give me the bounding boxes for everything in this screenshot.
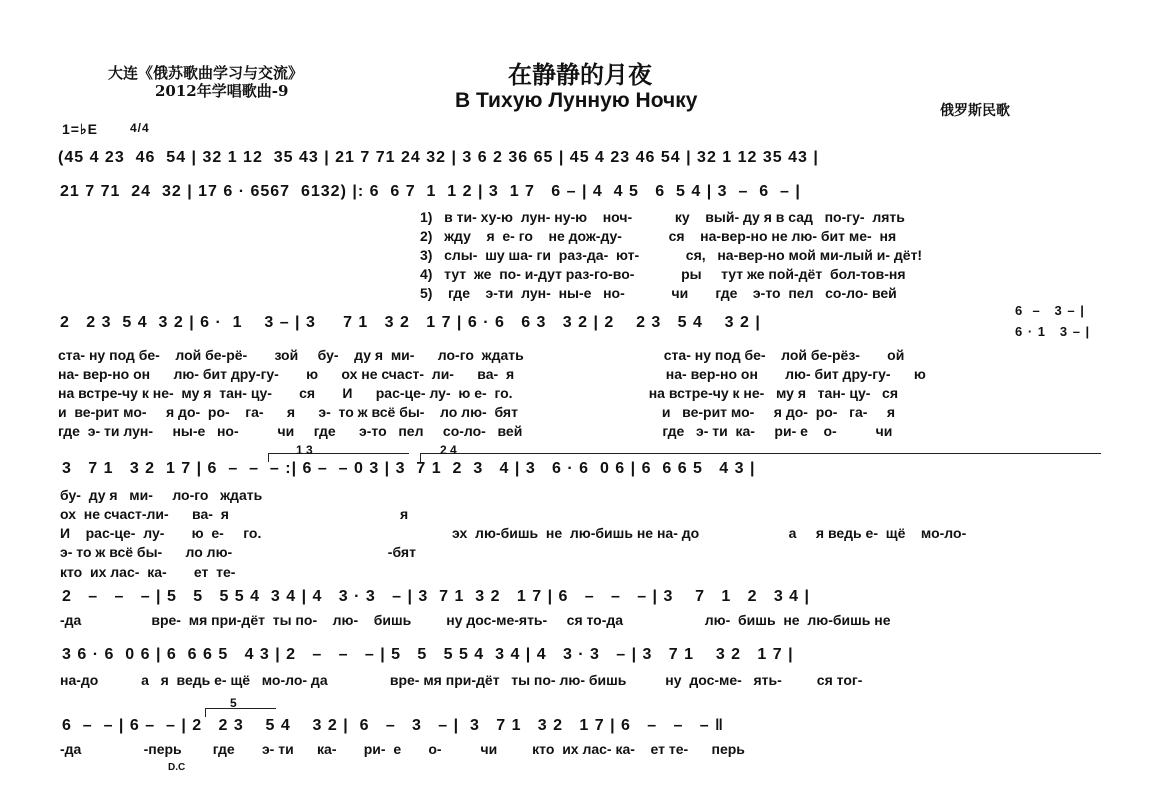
time-signature: 4/4 — [130, 121, 150, 135]
lyric-line: э- то ж всё бы- ло лю- -бят — [60, 544, 416, 560]
lyric-line: -да вре- мя при-дёт ты по- лю- бишь ну дос-ме-ять- ся то-да лю- бишь не лю-бишь не — [60, 612, 891, 628]
lyric-line: бу- ду я ми- ло-го ждать — [60, 487, 263, 503]
title-chinese: 在静静的月夜 — [508, 60, 652, 89]
lyric-line: -да -перь где э- ти ка- ри- е о- чи кто их лас- ка- ет те- перь — [60, 741, 745, 757]
key-signature: 1=♭E — [62, 121, 98, 137]
lyric-line: 1) в ти- ху-ю лун- ну-ю ноч- ку вый- ду я в сад по-гу- лять — [420, 209, 905, 225]
lyric-line: на- вер-но он лю- бит дру-гу- ю ох не счаст- ли- ва- я на- вер-но он лю- бит дру-гу- ю — [58, 366, 926, 382]
volta-bracket-5 — [205, 708, 276, 717]
notation-row-1: (45 4 23 46 54 | 32 1 12 35 43 | 21 7 71 24 32 | 3 6 2 36 65 | 45 4 23 46 54 | 32 1 12 35 43 | — [58, 149, 819, 166]
notation-row-2: 21 7 71 24 32 | 17 6 · 6567 6132) |: 6 6 7 1 1 2 | 3 1 7 6 – | 4 4 5 6 5 4 | 3 – 6 – | — [60, 183, 801, 200]
da-capo-mark: D.C — [168, 762, 186, 773]
lyric-line: ох не счаст-ли- ва- я я — [60, 506, 409, 522]
notation-row-5: 2 – – – | 5 5 5 5 4 3 4 | 4 3 · 3 – | 3 7 1 3 2 1 7 | 6 – – – | 3 7 1 2 3 4 | — [62, 588, 810, 605]
lyric-line: где э- ти лун- ны-е но- чи где э-то пел со-ло- вей где э- ти ка- ри- е о- чи — [58, 423, 893, 439]
title-russian: В Тихую Лунную Ночку — [455, 89, 698, 112]
lyric-line: 4) тут же по- и-дут раз-го-во- ры тут же пой-дёт бол-тов-ня — [420, 266, 906, 282]
source-line-2: 2012年学唱歌曲-9 — [155, 82, 289, 100]
volta-label-5: 5 — [230, 696, 237, 710]
notation-row-6: 3 6 · 6 0 6 | 6 6 6 5 4 3 | 2 – – – | 5 5 5 5 4 3 4 | 4 3 · 3 – | 3 7 1 3 2 1 7 | — [62, 646, 794, 663]
source-line-1: 大连《俄苏歌曲学习与交流》 — [108, 64, 304, 82]
lyric-line: 3) слы- шу ша- ги раз-да- ют- ся, на-вер-но мой ми-лый и- дёт! — [420, 247, 923, 263]
lyric-line: и ве-рит мо- я до- ро- га- я э- то ж всё бы- ло лю- бят и ве-рит мо- я до- ро- га- я — [58, 404, 896, 420]
volta-label-1: 1 3 — [296, 443, 313, 457]
notation-alt-top: 6 – 3 – | — [1015, 303, 1085, 318]
lyric-line: И рас-це- лу- ю е- го. эх лю-бишь не лю-бишь не на- до а я ведь е- щё мо-ло- — [60, 525, 967, 541]
lyric-line: кто их лас- ка- ет те- — [60, 564, 236, 580]
lyric-line: на-до а я ведь е- щё мо-ло- да вре- мя при-дёт ты по- лю- бишь ну дос-ме- ять- ся тог- — [60, 672, 863, 688]
lyric-line: 5) где э-ти лун- ны-е но- чи где э-то пел со-ло- вей — [420, 285, 897, 301]
notation-row-4: 3 7 1 3 2 1 7 | 6 – – – :| 6 – – 0 3 | 3 7 1 2 3 4 | 3 6 · 6 0 6 | 6 6 6 5 4 3 | — [62, 460, 756, 477]
lyric-line: на встре-чу к не- му я тан- цу- ся И рас-це- лу- ю е- го. на встре-чу к не- му я тан- цу- ся — [58, 385, 899, 401]
notation-row-3: 2 2 3 5 4 3 2 | 6 · 1 3 – | 3 7 1 3 2 1 7 | 6 · 6 6 3 3 2 | 2 2 3 5 4 3 2 | — [60, 314, 761, 331]
attribution: 俄罗斯民歌 — [940, 103, 1010, 119]
notation-alt-bottom: 6 · 1 3 – | — [1015, 324, 1091, 339]
volta-label-2: 2 4 — [440, 443, 457, 457]
notation-row-7: 6 – – | 6 – – | 2 2 3 5 4 3 2 | 6 – 3 – | 3 7 1 3 2 1 7 | 6 – – – ‖ — [62, 717, 724, 734]
lyric-line: ста- ну под бе- лой бе-рё- зой бу- ду я ми- ло-го ждать ста- ну под бе- лой бе-рёз- ой — [58, 347, 905, 363]
lyric-line: 2) жду я е- го не дож-ду- ся на-вер-но не лю- бит ме- ня — [420, 228, 897, 244]
